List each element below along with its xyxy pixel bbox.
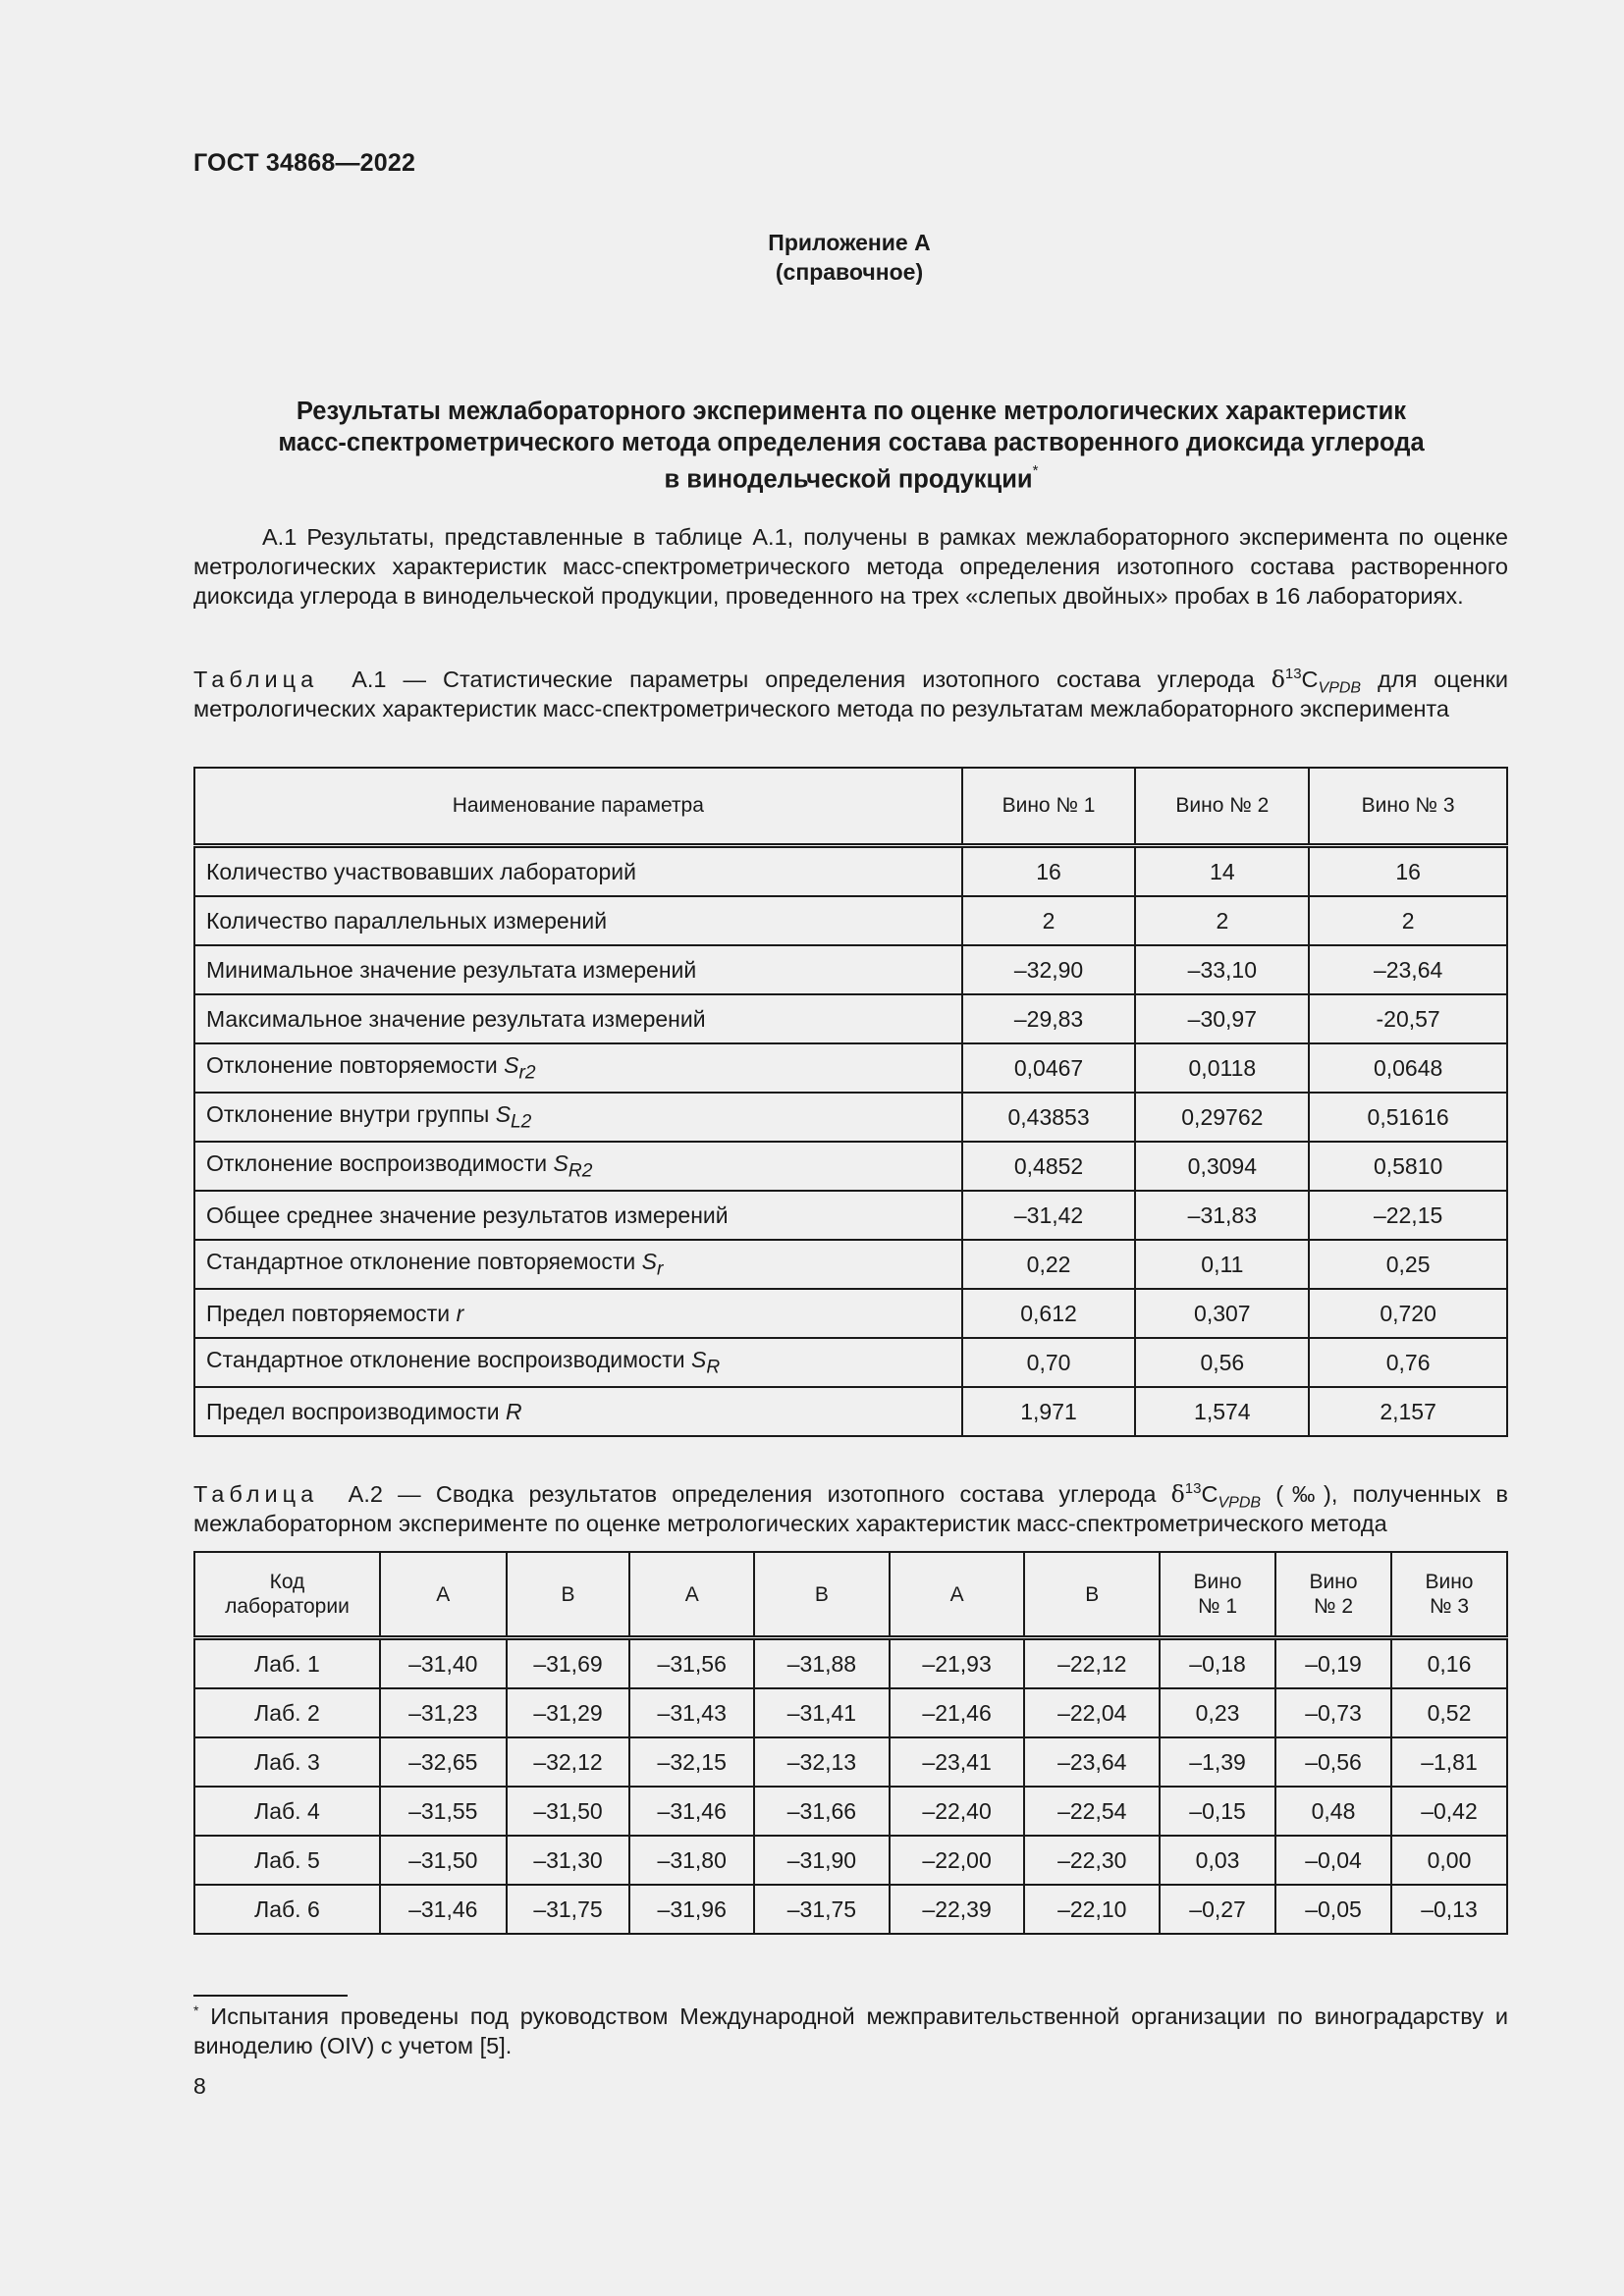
value-cell: –31,80 — [629, 1836, 754, 1885]
value-cell: –22,30 — [1024, 1836, 1160, 1885]
title-line-3-text: в винодельческой продукции — [664, 465, 1033, 494]
table-a2-row — [194, 1836, 1507, 1885]
table-a2-header-cell: Вино № 3 — [1391, 1552, 1507, 1638]
value-cell: 0,00 — [1391, 1836, 1507, 1885]
table-a1-row — [194, 1240, 1507, 1289]
value-cell: 0,23 — [1160, 1688, 1275, 1737]
parameter-symbol-subscript: R2 — [568, 1160, 593, 1182]
value-cell: –31,75 — [507, 1885, 630, 1934]
table-a1-header-row — [194, 768, 1507, 846]
value-cell: –0,19 — [1275, 1638, 1391, 1689]
table-a2-header-cell: В — [754, 1552, 890, 1638]
value-cell: –0,42 — [1391, 1787, 1507, 1836]
value-cell: –22,40 — [890, 1787, 1025, 1836]
value-cell: 0,5810 — [1309, 1142, 1507, 1191]
value-cell: –31,40 — [380, 1638, 507, 1689]
parameter-name-cell — [194, 945, 962, 994]
parameter-name: Количество участвовавших лабораторий — [206, 858, 636, 884]
value-cell: –32,15 — [629, 1737, 754, 1787]
value-cell: –23,64 — [1024, 1737, 1160, 1787]
parameter-name-cell — [194, 1240, 962, 1289]
parameter-name-cell — [194, 1043, 962, 1093]
table-a1-row — [194, 945, 1507, 994]
value-cell: 0,0118 — [1135, 1043, 1309, 1093]
value-cell: –22,04 — [1024, 1688, 1160, 1737]
table2-caption-number: А.2 — Сводка результатов определения изотопного состава углерода — [348, 1481, 1157, 1507]
table-a2-row — [194, 1638, 1507, 1689]
value-cell: –0,18 — [1160, 1638, 1275, 1689]
parameter-name: Стандартное отклонение воспроизводимости — [206, 1346, 691, 1372]
value-cell: –23,64 — [1309, 945, 1507, 994]
table-a1-header-cell: Вино № 3 — [1309, 768, 1507, 846]
parameter-name: Отклонение воспроизводимости — [206, 1149, 554, 1176]
value-cell: –33,10 — [1135, 945, 1309, 994]
table2-caption-label: Таблица — [193, 1481, 319, 1507]
parameter-symbol-subscript: R — [706, 1357, 721, 1378]
table1-caption-rest: для оценки метрологических характеристик масс-спектрометрического метода по результатам межлабораторного эксперимента — [193, 667, 1509, 721]
parameter-name: Отклонение повторяемости — [206, 1051, 505, 1078]
value-cell: –31,46 — [629, 1787, 754, 1836]
value-cell: –32,65 — [380, 1737, 507, 1787]
value-cell: 0,11 — [1135, 1240, 1309, 1289]
value-cell: –31,43 — [629, 1688, 754, 1737]
parameter-name-cell — [194, 1387, 962, 1436]
parameter-name-cell — [194, 1289, 962, 1338]
table1-caption-number: А.1 — Статистические параметры определения изотопного состава углерода — [352, 667, 1255, 692]
value-cell: 16 — [962, 846, 1136, 897]
value-cell: –31,29 — [507, 1688, 630, 1737]
value-cell: –32,13 — [754, 1737, 890, 1787]
parameter-name: Максимальное значение результата измерений — [206, 1005, 706, 1032]
value-cell: –1,81 — [1391, 1737, 1507, 1787]
table2-caption-rest: (‰), полученных в межлабораторном эксперименте по оценке метрологических характеристик масс-спектрометрического метода — [193, 1481, 1509, 1536]
table1-caption-sub: VPDB — [1318, 679, 1362, 697]
lab-code-cell: Лаб. 4 — [194, 1787, 380, 1836]
table2-caption-c: C — [1201, 1481, 1218, 1507]
table-a1-row — [194, 1093, 1507, 1142]
value-cell: –31,83 — [1135, 1191, 1309, 1240]
title-line-2: масс-спектрометрического метода определения состава растворенного диоксида углерода — [278, 429, 1425, 456]
parameter-name-cell — [194, 896, 962, 945]
parameter-symbol: r — [456, 1300, 464, 1326]
table2-caption-sup: 13 — [1184, 1480, 1202, 1498]
annex-heading — [0, 228, 1624, 287]
value-cell: –31,50 — [380, 1836, 507, 1885]
table-a1-row — [194, 1387, 1507, 1436]
value-cell: 0,03 — [1160, 1836, 1275, 1885]
table-a2-row — [194, 1737, 1507, 1787]
value-cell: –31,90 — [754, 1836, 890, 1885]
value-cell: 0,25 — [1309, 1240, 1507, 1289]
table-a1-row — [194, 1289, 1507, 1338]
value-cell: 2 — [962, 896, 1136, 945]
value-cell: 1,971 — [962, 1387, 1136, 1436]
parameter-symbol-subscript: r2 — [518, 1062, 536, 1084]
table-a2-header-cell: А — [380, 1552, 507, 1638]
parameter-symbol: S — [641, 1248, 657, 1274]
value-cell: –31,30 — [507, 1836, 630, 1885]
value-cell: 0,51616 — [1309, 1093, 1507, 1142]
value-cell: 0,4852 — [962, 1142, 1136, 1191]
table-a1-row — [194, 1043, 1507, 1093]
value-cell: –30,97 — [1135, 994, 1309, 1043]
value-cell: –0,04 — [1275, 1836, 1391, 1885]
parameter-name: Отклонение внутри группы — [206, 1100, 496, 1127]
footnote-mark: * — [193, 2002, 199, 2019]
value-cell: –22,15 — [1309, 1191, 1507, 1240]
page-number: 8 — [193, 2073, 206, 2099]
table1-caption-delta: δ — [1271, 666, 1285, 693]
value-cell: –0,27 — [1160, 1885, 1275, 1934]
parameter-name-cell — [194, 1191, 962, 1240]
value-cell: 0,48 — [1275, 1787, 1391, 1836]
annex-subtitle: (справочное) — [775, 259, 924, 285]
table-a2-row — [194, 1885, 1507, 1934]
value-cell: -20,57 — [1309, 994, 1507, 1043]
value-cell: 14 — [1135, 846, 1309, 897]
value-cell: 0,76 — [1309, 1338, 1507, 1387]
parameter-symbol: R — [505, 1398, 522, 1424]
parameter-name: Количество параллельных измерений — [206, 907, 608, 934]
title-line-3 — [193, 458, 1509, 496]
parameter-name: Предел повторяемости — [206, 1300, 457, 1326]
parameter-name-cell — [194, 1093, 962, 1142]
value-cell: –31,56 — [629, 1638, 754, 1689]
table1-caption-c: C — [1301, 667, 1319, 692]
value-cell: 0,16 — [1391, 1638, 1507, 1689]
value-cell: –31,41 — [754, 1688, 890, 1737]
title-footnote-mark: * — [1032, 462, 1039, 479]
value-cell: –31,55 — [380, 1787, 507, 1836]
table-a2-row — [194, 1688, 1507, 1737]
table-a1-row — [194, 994, 1507, 1043]
table-a2-header-row — [194, 1552, 1507, 1638]
table-a1-row — [194, 1191, 1507, 1240]
value-cell: –22,10 — [1024, 1885, 1160, 1934]
value-cell: –31,23 — [380, 1688, 507, 1737]
value-cell: 1,574 — [1135, 1387, 1309, 1436]
value-cell: –31,66 — [754, 1787, 890, 1836]
value-cell: –29,83 — [962, 994, 1136, 1043]
lab-code-cell: Лаб. 1 — [194, 1638, 380, 1689]
value-cell: –31,96 — [629, 1885, 754, 1934]
table-a1-row — [194, 896, 1507, 945]
value-cell: –1,39 — [1160, 1737, 1275, 1787]
value-cell: –32,12 — [507, 1737, 630, 1787]
value-cell: –31,75 — [754, 1885, 890, 1934]
value-cell: –31,46 — [380, 1885, 507, 1934]
annex-title: Приложение А — [768, 230, 931, 255]
value-cell: 0,307 — [1135, 1289, 1309, 1338]
table-a1-row — [194, 846, 1507, 897]
parameter-symbol: S — [553, 1149, 568, 1176]
value-cell: 0,0467 — [962, 1043, 1136, 1093]
value-cell: 0,3094 — [1135, 1142, 1309, 1191]
value-cell: 0,720 — [1309, 1289, 1507, 1338]
value-cell: –0,13 — [1391, 1885, 1507, 1934]
lab-code-cell: Лаб. 2 — [194, 1688, 380, 1737]
parameter-symbol: S — [504, 1051, 519, 1078]
table2-caption-delta: δ — [1170, 1480, 1185, 1508]
paragraph-a1: А.1 Результаты, представленные в таблице А.1, получены в рамках межлабораторного эксперимента по оценке метрологических характеристик масс-спектрометрического метода определения изотопного состава растворенного диоксида углерода в винодельческой продукции, проведенного на трех «слепых двойных» пробах в 16 лабораториях. — [193, 524, 1508, 609]
value-cell: –0,15 — [1160, 1787, 1275, 1836]
parameter-name: Предел воспроизводимости — [206, 1398, 506, 1424]
table-a2-header-cell: Вино № 2 — [1275, 1552, 1391, 1638]
parameter-name-cell — [194, 994, 962, 1043]
lab-code-cell: Лаб. 6 — [194, 1885, 380, 1934]
table1-caption-sup: 13 — [1284, 666, 1302, 683]
table1-caption-label: Таблица — [193, 667, 319, 692]
value-cell: 2 — [1135, 896, 1309, 945]
parameter-name: Общее среднее значение результатов измерений — [206, 1201, 729, 1228]
value-cell: 0,43853 — [962, 1093, 1136, 1142]
table-a2-header-cell: В — [507, 1552, 630, 1638]
parameter-name-cell — [194, 846, 962, 897]
table-a2-header-cell: А — [629, 1552, 754, 1638]
parameter-name-cell — [194, 1142, 962, 1191]
value-cell: 0,29762 — [1135, 1093, 1309, 1142]
value-cell: 16 — [1309, 846, 1507, 897]
value-cell: 0,22 — [962, 1240, 1136, 1289]
value-cell: –23,41 — [890, 1737, 1025, 1787]
title-line-1: Результаты межлабораторного эксперимента по оценке метрологических характеристик — [296, 398, 1407, 425]
parameter-symbol: S — [691, 1346, 707, 1372]
lab-code-cell: Лаб. 5 — [194, 1836, 380, 1885]
value-cell: 0,0648 — [1309, 1043, 1507, 1093]
table2-caption — [193, 1479, 1508, 1538]
value-cell: –21,93 — [890, 1638, 1025, 1689]
table-a1-header-cell: Вино № 2 — [1135, 768, 1309, 846]
parameter-symbol: S — [495, 1100, 512, 1127]
value-cell: –22,54 — [1024, 1787, 1160, 1836]
table-a1-row — [194, 1142, 1507, 1191]
table1-caption — [193, 665, 1508, 723]
value-cell: 0,70 — [962, 1338, 1136, 1387]
table-a2-row — [194, 1787, 1507, 1836]
value-cell: –0,73 — [1275, 1688, 1391, 1737]
table-a1-row — [194, 1338, 1507, 1387]
parameter-symbol-subscript: r — [656, 1258, 664, 1280]
value-cell: 2,157 — [1309, 1387, 1507, 1436]
table-a2 — [193, 1551, 1508, 1935]
parameter-name: Минимальное значение результата измерений — [206, 956, 697, 983]
annex-main-title — [193, 396, 1509, 496]
value-cell: –32,90 — [962, 945, 1136, 994]
value-cell: –22,00 — [890, 1836, 1025, 1885]
value-cell: 0,52 — [1391, 1688, 1507, 1737]
value-cell: –0,05 — [1275, 1885, 1391, 1934]
standard-designation: ГОСТ 34868—2022 — [193, 149, 416, 177]
value-cell: –31,88 — [754, 1638, 890, 1689]
value-cell: –31,69 — [507, 1638, 630, 1689]
value-cell: 0,612 — [962, 1289, 1136, 1338]
parameter-name: Стандартное отклонение повторяемости — [206, 1248, 642, 1274]
table-a1-header-cell: Вино № 1 — [962, 768, 1136, 846]
table-a2-header-cell: В — [1024, 1552, 1160, 1638]
parameter-symbol-subscript: L2 — [511, 1111, 532, 1133]
footnote-separator — [193, 1995, 348, 1997]
table2-caption-sub: VPDB — [1218, 1494, 1262, 1512]
table-a2-header-cell: А — [890, 1552, 1025, 1638]
parameter-name-cell — [194, 1338, 962, 1387]
value-cell: –21,46 — [890, 1688, 1025, 1737]
table-a2-header-cell: Вино № 1 — [1160, 1552, 1275, 1638]
table-a2-header-cell: Код лаборатории — [194, 1552, 380, 1638]
value-cell: 0,56 — [1135, 1338, 1309, 1387]
value-cell: 2 — [1309, 896, 1507, 945]
value-cell: –22,12 — [1024, 1638, 1160, 1689]
value-cell: –22,39 — [890, 1885, 1025, 1934]
value-cell: –31,50 — [507, 1787, 630, 1836]
value-cell: –31,42 — [962, 1191, 1136, 1240]
table-a1-header-cell: Наименование параметра — [194, 768, 962, 846]
footnote-text: Испытания проведены под руководством Международной межправительственной организации по виноградарству и виноделию (OIV) с учетом [5]. — [193, 2003, 1508, 2058]
table-a1 — [193, 767, 1508, 1437]
value-cell: –0,56 — [1275, 1737, 1391, 1787]
footnote — [193, 2002, 1508, 2060]
lab-code-cell: Лаб. 3 — [194, 1737, 380, 1787]
